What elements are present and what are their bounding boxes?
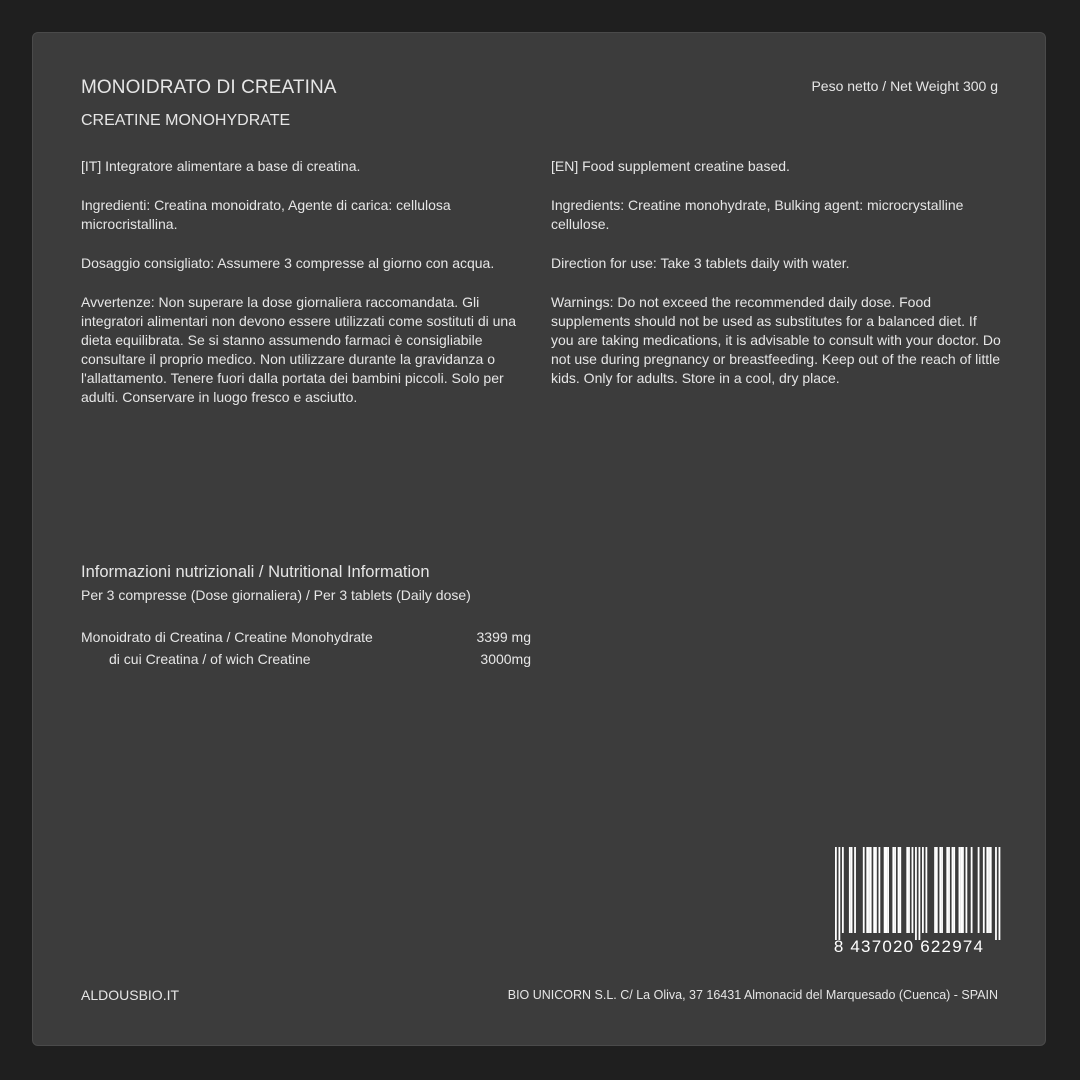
barcode-bar (915, 847, 917, 940)
barcode-bar (988, 847, 990, 933)
product-subtitle: CREATINE MONOHYDRATE (81, 112, 291, 129)
nutrition-row (81, 651, 531, 671)
barcode-bar (986, 847, 988, 933)
nutrition-row-value: 3000mg (480, 651, 531, 667)
italian-warnings: Avvertenze: Non superare la dose giornaliera raccomandata. Gli integratori alimentari non devono essere utilizzati come sostituti di una dieta equilibrata. Se si stanno assumendo farmaci è consigliabile consultare il proprio medico. Non utilizzare durante la gravidanza o l'allattamento. Tenere fuori dalla portata dei bambini piccoli. Solo per adulti. Conservare in luogo fresco e asciutto. (81, 294, 517, 405)
english-intro: [EN] Food supplement creatine based. (551, 158, 790, 174)
barcode-bar (849, 847, 851, 933)
barcode-bar (971, 847, 973, 933)
barcode-bar (941, 847, 943, 933)
barcode-bar (999, 847, 1001, 940)
barcode-bar (879, 847, 881, 933)
barcode-bar (939, 847, 941, 933)
barcode-bar (898, 847, 900, 933)
english-column (551, 157, 1003, 408)
barcode-bar (995, 847, 997, 940)
english-warnings: Warnings: Do not exceed the recommended daily dose. Food supplements should not be used as substitutes for a balanced diet. If you are taking medications, it is advisable to consult with your doctor. Do not use during pregnancy or breastfeeding. Keep out of the reach of little kids. Only for adults. Store in a cool, dry place. (551, 294, 1001, 386)
nutrition-row-label: di cui Creatina / of wich Creatine (109, 651, 311, 667)
barcode-bar (875, 847, 877, 933)
barcode-bar (946, 847, 948, 933)
barcode-bar (894, 847, 896, 933)
barcode-bar (851, 847, 853, 933)
net-weight: Peso netto / Net Weight 300 g (811, 78, 998, 94)
barcode-bar (887, 847, 889, 933)
italian-intro: [IT] Integratore alimentare a base di creatina. (81, 158, 361, 174)
barcode (815, 845, 1003, 955)
italian-ingredients: Ingredienti: Creatina monoidrato, Agente di carica: cellulosa microcristallina. (81, 197, 451, 232)
barcode-bar (983, 847, 985, 933)
product-label-panel (32, 32, 1046, 1046)
barcode-number: 8 437020 622974 (833, 937, 985, 955)
barcode-bar (899, 847, 901, 933)
barcode-bar (922, 847, 924, 933)
nutrition-title: Informazioni nutrizionali / Nutritional Information (81, 563, 430, 581)
barcode-bars (835, 847, 1000, 940)
english-directions: Direction for use: Take 3 tablets daily with water. (551, 255, 850, 271)
barcode-bar (953, 847, 955, 933)
barcode-bar (919, 847, 921, 940)
barcode-bar (990, 847, 992, 933)
barcode-bar (906, 847, 908, 933)
barcode-bar (908, 847, 910, 933)
english-ingredients: Ingredients: Creatine monohydrate, Bulking agent: microcrystalline cellulose. (551, 197, 964, 232)
product-title: MONOIDRATO DI CREATINA (81, 77, 337, 98)
barcode-bar (925, 847, 927, 933)
barcode-bar (838, 847, 840, 940)
company-address: BIO UNICORN S.L. C/ La Oliva, 37 16431 Almonacid del Marquesado (Cuenca) - SPAIN (507, 988, 998, 1002)
barcode-bar (884, 847, 886, 933)
barcode-bar (868, 847, 870, 933)
barcode-bar (870, 847, 872, 933)
barcode-bar (885, 847, 887, 933)
nutrition-serving: Per 3 compresse (Dose giornaliera) / Per 3 tablets (Daily dose) (81, 587, 471, 603)
website-link[interactable]: ALDOUSBIO.IT (81, 987, 180, 1003)
barcode-bar (835, 847, 837, 940)
barcode-bar (873, 847, 875, 933)
barcode-bar (948, 847, 950, 933)
nutrition-row-label: Monoidrato di Creatina / Creatine Monohydrate (81, 629, 373, 645)
barcode-bar (959, 847, 961, 933)
barcode-bar (960, 847, 962, 933)
italian-column (81, 157, 533, 427)
nutrition-row (81, 629, 531, 649)
barcode-bar (934, 847, 936, 933)
barcode-bar (936, 847, 938, 933)
barcode-bar (978, 847, 980, 933)
italian-dosage: Dosaggio consigliato: Assumere 3 compresse al giorno con acqua. (81, 255, 495, 271)
barcode-bar (966, 847, 968, 933)
barcode-bar (866, 847, 868, 933)
barcode-bar (892, 847, 894, 933)
barcode-bar (962, 847, 964, 933)
nutrition-row-value: 3399 mg (476, 629, 531, 645)
barcode-bar (842, 847, 844, 933)
barcode-bar (952, 847, 954, 933)
barcode-bar (854, 847, 856, 933)
barcode-bar (863, 847, 865, 933)
barcode-bar (912, 847, 914, 933)
